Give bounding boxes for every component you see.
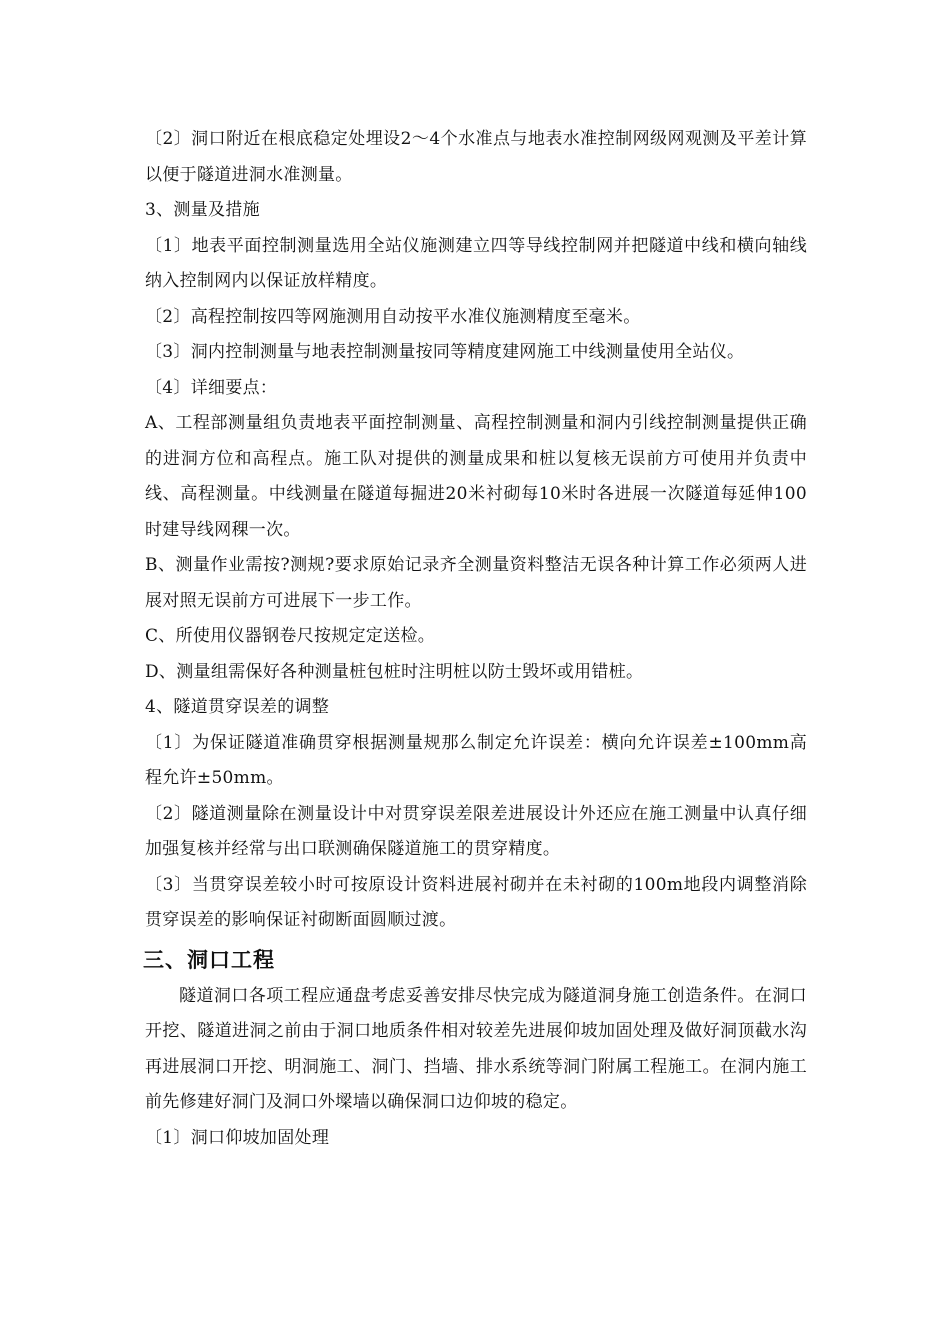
paragraph-point-b: B、测量作业需按?测规?要求原始记录齐全测量资料整洁无误各种计算工作必须两人进展对照无误前方可进展下一步工作。 — [145, 555, 807, 611]
section-heading-portal-works: 三、洞口工程 — [143, 947, 275, 972]
paragraph-key-points: 〔4〕详细要点： — [145, 377, 278, 398]
paragraph-point-c: C、所使用仪器钢卷尺按规定定送检。 — [145, 626, 436, 646]
paragraph-point-d: D、测量组需保好各种测量桩包桩时注明桩以防士毁坏或用错桩。 — [145, 661, 644, 682]
document-body — [145, 122, 807, 1156]
subheading-survey-measures: 3、测量及措施 — [145, 200, 260, 220]
paragraph-slope-reinforcement: 〔1〕洞口仰坡加固处理 — [145, 1127, 330, 1148]
paragraph-point-a: A、工程部测量组负责地表平面控制测量、高程控制测量和洞内引线控制测量提供正确的进洞方位和高程点。施工队对提供的测量成果和桩以复核无误前方可使用并负责中线、高程测量。中线测量在隧道每掘进20米衬砌每10米时各进展一次隧道每延伸100时建导线网稞一次。 — [145, 413, 807, 540]
paragraph-portal-overview: 隧道洞口各项工程应通盘考虑妥善安排尽快完成为隧道洞身施工创造条件。在洞口开挖、隧道进洞之前由于洞口地质条件相对较差先进展仰坡加固处理及做好洞顶截水沟再进展洞口开挖、明洞施工、洞门、挡墙、排水系统等洞门附属工程施工。在洞内施工前先修建好洞门及洞口外墚墙以确保洞口边仰坡的稳定。 — [145, 985, 807, 1112]
paragraph-survey-benchmarks: 〔2〕洞口附近在根底稳定处埋设2～4个水准点与地表水准控制网级网观测及平差计算以便于隧道进洞水准测量。 — [145, 129, 807, 185]
paragraph-error-review: 〔2〕隧道测量除在测量设计中对贯穿误差限差进展设计外还应在施工测量中认真仔细加强复核并经常与出口联测确保隧道施工的贯穿精度。 — [145, 803, 807, 859]
subheading-breakthrough-error: 4、隧道贯穿误差的调整 — [145, 697, 330, 717]
paragraph-elevation-control: 〔2〕高程控制按四等网施测用自动按平水准仪施测精度至毫米。 — [145, 306, 641, 327]
paragraph-tunnel-control: 〔3〕洞内控制测量与地表控制测量按同等精度建网施工中线测量使用全站仪。 — [145, 342, 745, 362]
paragraph-allowed-error: 〔1〕为保证隧道准确贯穿根据测量规那么制定允许误差：横向允许误差±100mm高程允许±50mm。 — [145, 732, 807, 788]
paragraph-error-adjustment: 〔3〕当贯穿误差较小时可按原设计资料进展衬砌并在未衬砌的100m地段内调整消除贯穿误差的影响保证衬砌断面圆顺过渡。 — [145, 874, 807, 930]
paragraph-plane-control: 〔1〕地表平面控制测量选用全站仪施测建立四等导线控制网并把隧道中线和横向轴线纳入控制网内以保证放样精度。 — [145, 235, 807, 291]
